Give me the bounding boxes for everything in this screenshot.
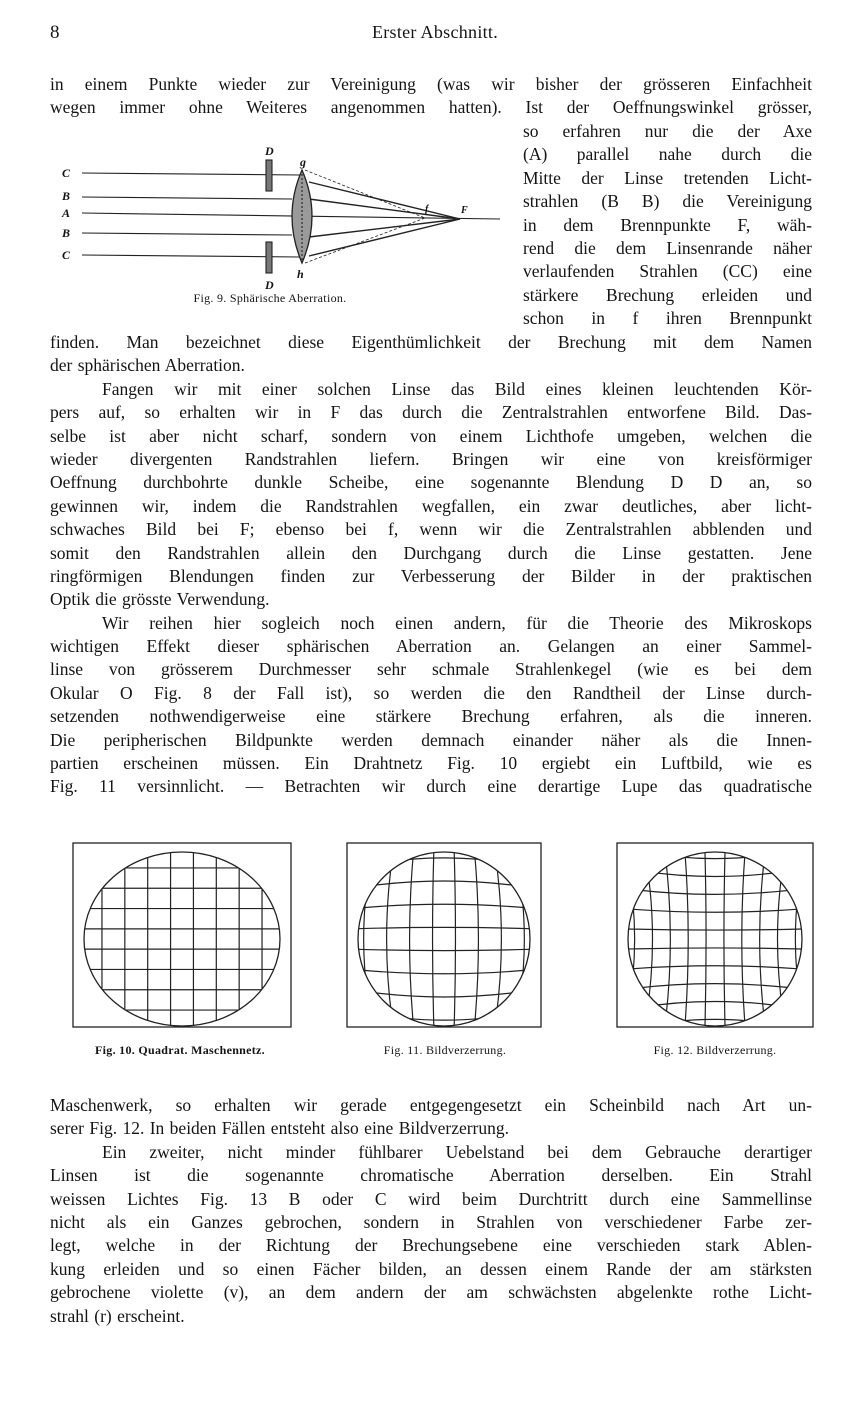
mesh-line-vertical xyxy=(534,847,544,1031)
mesh-line-horizontal xyxy=(353,990,535,997)
text-line: Fig. 11 versinnlicht. — Betrachten wir durch eine derartige Lupe das quadratische xyxy=(50,776,812,797)
text-line: partien erscheinen müssen. Ein Drahtnetz Fig. 10 ergiebt ein Luftbild, wie es xyxy=(50,753,812,774)
mesh-line-vertical xyxy=(795,847,806,1031)
text-line: Oeffnung durchbohrte dunkle Scheibe, eine sogenannte Blendung D D an, so xyxy=(50,472,812,493)
text-line: selbe ist aber nicht scharf, sondern von einem Lichthofe umgeben, welchen die xyxy=(50,425,812,446)
mesh-line-horizontal xyxy=(353,881,535,888)
mesh-line-horizontal xyxy=(623,966,807,970)
label-c-top: C xyxy=(62,166,71,180)
mesh-line-horizontal xyxy=(353,904,535,908)
lens-circle xyxy=(358,852,530,1026)
mesh-line-horizontal xyxy=(353,1030,535,1034)
mesh-grid xyxy=(623,847,807,1031)
label-h: h xyxy=(297,267,304,281)
mesh-grid xyxy=(344,840,544,1034)
text-line: nicht als ein Ganzes gebrochen, sondern in Strahlen von verschiedener Farbe zer- xyxy=(50,1211,812,1232)
text-line: gewinnen wir, indem die Randstrahlen wegfallen, ein zwar deutliches, aber licht- xyxy=(50,495,812,516)
text-line: schon in f ihren Brennpunkt xyxy=(523,308,812,329)
mesh-grid xyxy=(79,847,285,1031)
page-number: 8 xyxy=(50,22,60,43)
text-line: Fangen wir mit einer solchen Linse das Bild eines kleinen leuchtenden Kör- xyxy=(102,378,812,399)
figure-11-caption: Fig. 11. Bildverzerrung. xyxy=(383,1043,507,1057)
text-line: Linsen ist die sogenannte chromatische Aberration derselben. Ein Strahl xyxy=(50,1165,812,1186)
text-line: Okular O Fig. 8 der Fall ist), so werden die den Randtheil der Linse durch- xyxy=(50,682,812,703)
mesh-line-vertical xyxy=(777,847,786,1031)
text-line: Optik die grösste Verwendung. xyxy=(50,589,270,610)
text-line: gebrochene violette (v), an dem andern der am schwächsten abgelenkte rothe Licht- xyxy=(50,1282,812,1303)
mesh-line-vertical xyxy=(474,847,478,1031)
text-block-top xyxy=(50,73,812,120)
figure-frame xyxy=(73,843,291,1027)
text-block-bottom xyxy=(50,1094,812,1328)
text-line: in dem Brennpunkte F, wäh- xyxy=(523,214,812,235)
text-line: schwaches Bild bei F; ebenso bei f, wenn wir die Zentralstrahlen abblenden und xyxy=(50,519,812,540)
text-line: kung erleiden und so einen Fächer bilden, an dessen einem Rande der am stärksten xyxy=(50,1258,812,1279)
text-block-middle xyxy=(50,331,812,799)
text-line: setzenden nothwendigerweise eine stärkere Brechung erfahren, als die inneren. xyxy=(50,706,812,727)
mesh-line-vertical xyxy=(724,847,725,1031)
mesh-line-horizontal xyxy=(623,948,807,949)
text-line: weissen Lichtes Fig. 13 B oder C wird beim Durchtritt durch eine Sammellinse xyxy=(50,1188,812,1209)
text-line: finden. Man bezeichnet diese Eigenthümlichkeit der Brechung mit dem Namen xyxy=(50,332,812,352)
mesh-line-horizontal xyxy=(623,909,807,913)
figure-10-caption: Fig. 10. Quadrat. Maschennetz. xyxy=(95,1043,265,1057)
mesh-line-horizontal xyxy=(623,929,807,930)
mesh-line-vertical xyxy=(454,847,455,1031)
text-line: Ein zweiter, nicht minder fühlbarer Uebelstand bei dem Gebrauche derartiger xyxy=(102,1141,812,1162)
text-line: wieder divergenten Randstrahlen liefern. Bringen wir eine von kreisförmiger xyxy=(50,448,812,469)
mesh-line-vertical xyxy=(624,847,635,1031)
figure-frame xyxy=(347,843,541,1027)
lens-circle xyxy=(628,852,802,1026)
label-d-bottom: D xyxy=(265,278,274,292)
mesh-line-vertical xyxy=(410,847,414,1031)
label-a: A xyxy=(62,206,71,220)
label-g: g xyxy=(300,155,306,169)
mesh-line-vertical xyxy=(433,847,434,1031)
mesh-line-vertical xyxy=(364,847,374,1031)
label-b-top: B xyxy=(62,189,71,203)
mesh-line-vertical xyxy=(685,847,689,1031)
figure-12-caption: Fig. 12. Bildverzerrung. xyxy=(653,1043,777,1057)
text-block-right-column xyxy=(523,120,812,331)
mesh-line-horizontal xyxy=(353,969,535,973)
text-line: so erfahren nur die der Axe xyxy=(523,121,812,141)
text-line: rend die dem Linsenrande näher xyxy=(523,237,812,258)
mesh-line-horizontal xyxy=(353,1010,535,1020)
label-c-bottom: C xyxy=(62,248,71,262)
mesh-line-horizontal xyxy=(623,1001,807,1010)
text-line: pers auf, so erhalten wir in F das durch die Zentralstrahlen entworfene Bild. Das- xyxy=(50,402,812,423)
text-line: stärkere Brechung erleiden und xyxy=(523,284,812,305)
mesh-line-horizontal xyxy=(623,868,807,877)
text-line: serer Fig. 12. In beiden Fällen entsteht also eine Bildverzerrung. xyxy=(50,1118,510,1139)
text-line: wegen immer ohne Weiteres angenommen hatten). Ist der Oeffnungswinkel grösser, xyxy=(50,97,812,118)
mesh-line-vertical xyxy=(494,847,501,1031)
lens-circle xyxy=(84,852,280,1026)
mesh-line-vertical xyxy=(387,847,394,1031)
text-line: Maschenwerk, so erhalten wir gerade entgegengesetzt ein Scheinbild nach Art un- xyxy=(50,1095,812,1115)
text-line: ringförmigen Blendungen finden zur Verbesserung der Bilder in der praktischen xyxy=(50,565,812,586)
mesh-line-vertical xyxy=(742,847,746,1031)
figure-12-pincushion-distortion xyxy=(614,840,816,1034)
text-line: Die peripherischen Bildpunkte werden demnach einander näher als die Innen- xyxy=(50,729,812,750)
mesh-line-vertical xyxy=(344,847,354,1031)
text-line: somit den Randstrahlen allein den Durchgang durch die Linse gestatten. Jene xyxy=(50,542,812,563)
text-line: wichtigen Effekt dieser sphärischen Aberration an. Gelangen an einer Sammel- xyxy=(50,636,812,657)
mesh-line-vertical xyxy=(644,847,653,1031)
mesh-line-horizontal xyxy=(623,1019,807,1030)
mesh-line-vertical xyxy=(705,847,706,1031)
text-line: linse von grösserem Durchmesser sehr schmale Strahlenkegel (wie es bei dem xyxy=(50,659,812,680)
mesh-line-horizontal xyxy=(353,840,535,848)
text-line: (A) parallel nahe durch die xyxy=(523,144,812,165)
text-line: strahlen (B B) die Vereinigung xyxy=(523,191,812,212)
figure-frame xyxy=(617,843,813,1027)
mesh-line-horizontal xyxy=(353,927,535,928)
text-line: Mitte der Linse tretenden Licht- xyxy=(523,167,812,188)
label-d-top: D xyxy=(265,144,274,158)
label-f-capital: F xyxy=(461,205,468,216)
mesh-line-horizontal xyxy=(353,858,535,868)
mesh-line-horizontal xyxy=(623,848,807,859)
text-line: legt, welche in der Richtung der Brechungsebene eine verschieden stark Ablen- xyxy=(50,1235,812,1256)
text-line: strahl (r) erscheint. xyxy=(50,1305,185,1326)
running-title: Erster Abschnitt. xyxy=(371,22,499,42)
figure-10-square-mesh xyxy=(70,840,294,1034)
label-b-bottom: B xyxy=(62,226,71,240)
text-line: verlaufenden Strahlen (CC) eine xyxy=(523,261,812,282)
mesh-line-horizontal xyxy=(353,949,535,950)
mesh-line-vertical xyxy=(514,847,524,1031)
figure-9-spherical-aberration xyxy=(40,135,520,295)
label-f-small: f xyxy=(425,204,429,215)
figure-11-barrel-distortion xyxy=(344,840,544,1034)
figure-9-caption: Fig. 9. Sphärische Aberration. xyxy=(193,291,347,305)
text-line: in einem Punkte wieder zur Vereinigung (was wir bisher der grösseren Einfachheit xyxy=(50,74,812,94)
text-line: Wir reihen hier sogleich noch einen andern, für die Theorie des Mikroskops xyxy=(102,612,812,633)
text-line: der sphärischen Aberration. xyxy=(50,355,245,376)
